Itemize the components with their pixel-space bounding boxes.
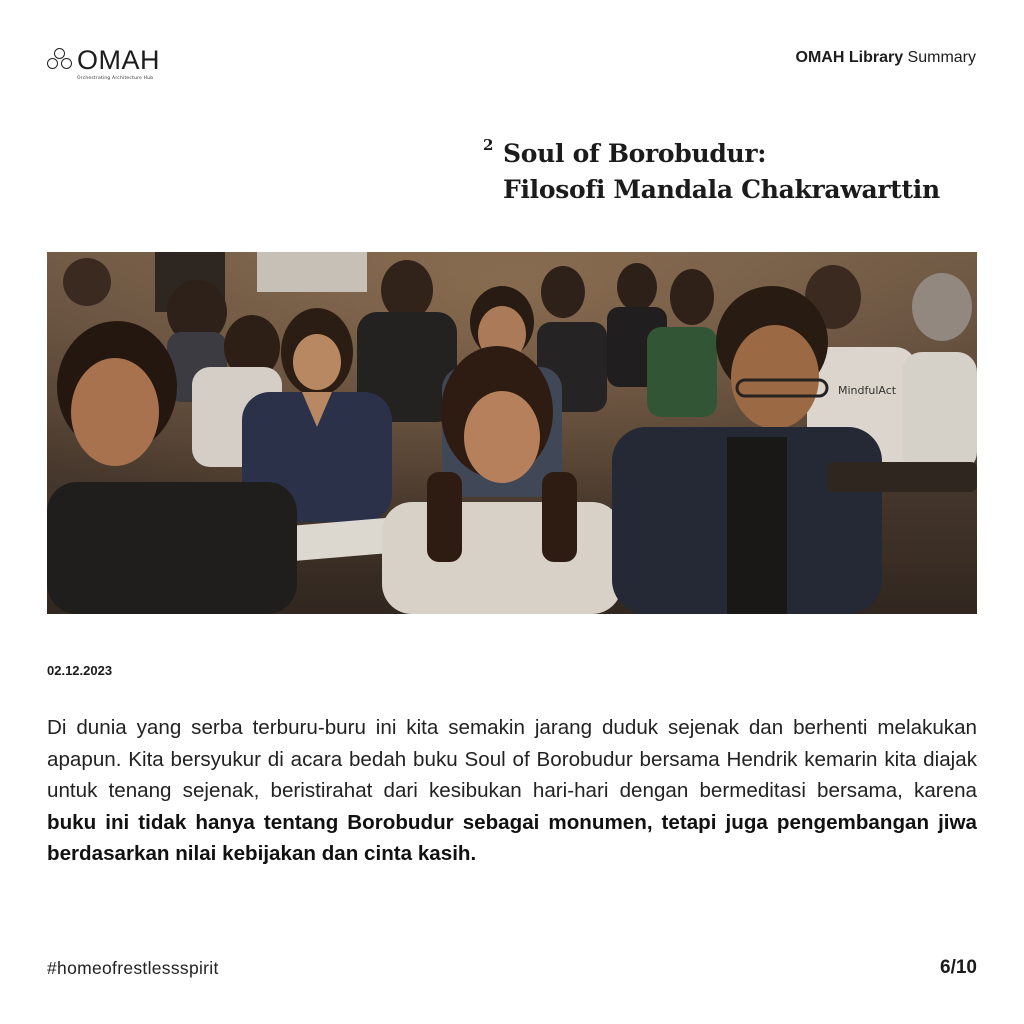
post-date: 02.12.2023 bbox=[47, 663, 113, 678]
shirt-print-text: MindfulAct bbox=[838, 384, 897, 397]
title-number: 2 bbox=[483, 136, 494, 154]
event-photo bbox=[47, 252, 977, 614]
summary-regular-text: Di dunia yang serba terburu-buru ini kita semakin jarang duduk sejenak dan berhenti melakukan apapun. Kita bersyukur di acara bedah buku Soul of Borobudur bersama Hendrik kemarin kita diajak untuk tenang sejenak, beristirahat dari kesibukan hari-hari dengan bermeditasi bersama, karena bbox=[47, 716, 977, 802]
article-title bbox=[483, 136, 940, 208]
omah-logo-icon bbox=[47, 48, 73, 76]
page-indicator: 6/10 bbox=[940, 957, 977, 978]
summary-paragraph bbox=[47, 712, 977, 870]
title-line-1: Soul of Borobudur: bbox=[503, 139, 767, 168]
meditation-audience-image bbox=[47, 252, 977, 614]
header-label bbox=[796, 49, 976, 67]
brand-name: OMAH bbox=[77, 45, 160, 75]
hashtag: #homeofrestlessspirit bbox=[47, 958, 219, 978]
header-label-bold: OMAH Library bbox=[795, 49, 904, 66]
summary-bold-text: buku ini tidak hanya tentang Borobudur sebagai monumen, tetapi juga pengembangan jiwa berdasarkan nilai kebijakan dan cinta kasih. bbox=[47, 810, 977, 865]
header-label-regular: Summary bbox=[907, 49, 976, 66]
title-line-2: Filosofi Mandala Chakrawarttin bbox=[503, 175, 940, 204]
brand-logo bbox=[47, 46, 160, 81]
brand-tagline: Orchestrating Architecture Hub bbox=[77, 76, 154, 81]
